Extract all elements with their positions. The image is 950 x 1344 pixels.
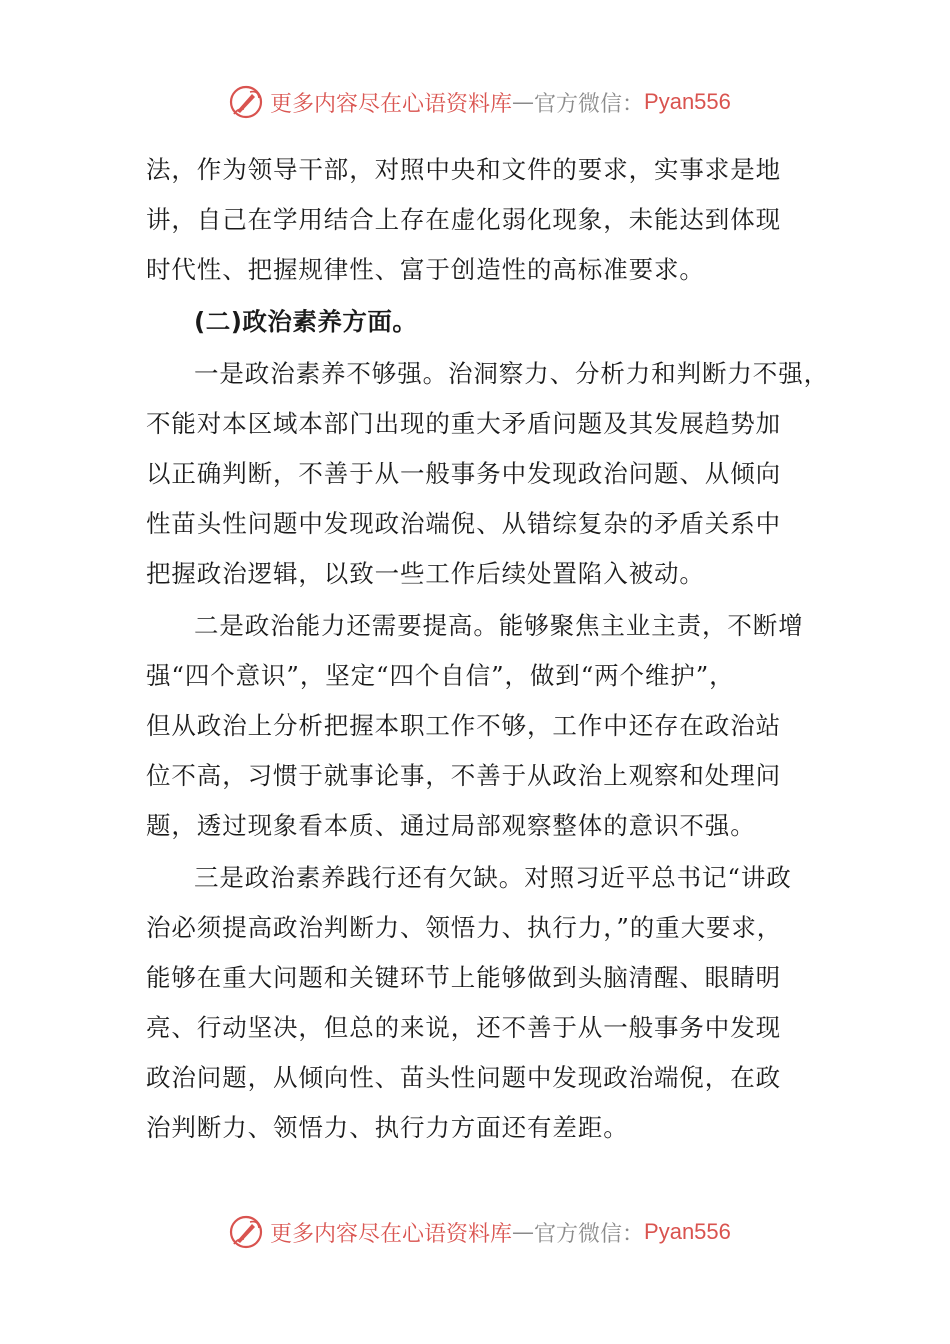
text-line: 不能对本区域本部门出现的重大矛盾问题及其发展趋势加 — [146, 409, 781, 438]
banner-title: 更多内容尽在心语资料库 — [270, 91, 513, 117]
pen-logo-icon — [228, 84, 264, 120]
text-line: 性苗头性问题中发现政治端倪、从错综复杂的矛盾关系中 — [146, 509, 781, 538]
text-line: 政治问题，从倾向性、苗头性问题中发现政治端倪，在政 — [146, 1063, 781, 1092]
banner-dash: — — [512, 89, 535, 115]
text-line: 时代性、把握规律性、富于创造性的高标准要求。 — [146, 255, 705, 284]
text-line: 法，作为领导干部，对照中央和文件的要求，实事求是地 — [146, 155, 781, 184]
text-line: 治判断力、领悟力、执行力方面还有差距。 — [146, 1113, 629, 1142]
pen-logo-icon — [228, 1214, 264, 1250]
text-line: 亮、行动坚决，但总的来说，还不善于从一般事务中发现 — [146, 1013, 781, 1042]
section-heading: (二)政治素养方面。 — [194, 307, 418, 336]
text-line: 讲，自己在学用结合上存在虚化弱化现象，未能达到体现 — [146, 205, 781, 234]
text-line: 治必须提高政治判断力、领悟力、执行力，”的重大要求， — [146, 913, 783, 942]
banner-wechat-label: 官方微信： — [534, 1221, 645, 1247]
banner-title: 更多内容尽在心语资料库 — [270, 1221, 513, 1247]
text-line: 三是政治素养践行还有欠缺。对照习近平总书记“讲政 — [194, 863, 792, 892]
text-line: 以正确判断，不善于从一般事务中发现政治问题、从倾向 — [146, 459, 781, 488]
text-line: 把握政治逻辑，以致一些工作后续处置陷入被动。 — [146, 559, 705, 588]
text-line: 一是政治素养不够强。治洞察力、分析力和判断力不强， — [194, 359, 829, 388]
text-line: 强“四个意识”，坚定“四个自信”，做到“两个维护”， — [146, 661, 735, 690]
text-line: 二是政治能力还需要提高。能够聚焦主业主责，不断增 — [194, 611, 804, 640]
banner-wechat-id: Pyan556 — [644, 89, 731, 114]
banner-wechat-label: 官方微信： — [534, 91, 645, 117]
banner-dash: — — [512, 1219, 535, 1245]
text-line: 题，透过现象看本质、通过局部观察整体的意识不强。 — [146, 811, 756, 840]
text-line: 位不高，习惯于就事论事，不善于从政治上观察和处理问 — [146, 761, 781, 790]
banner-wechat-id: Pyan556 — [644, 1219, 731, 1244]
header-banner — [228, 82, 748, 122]
footer-banner — [228, 1212, 748, 1252]
text-line: 但从政治上分析把握本职工作不够，工作中还存在政治站 — [146, 711, 781, 740]
text-line: 能够在重大问题和关键环节上能够做到头脑清醒、眼睛明 — [146, 963, 781, 992]
